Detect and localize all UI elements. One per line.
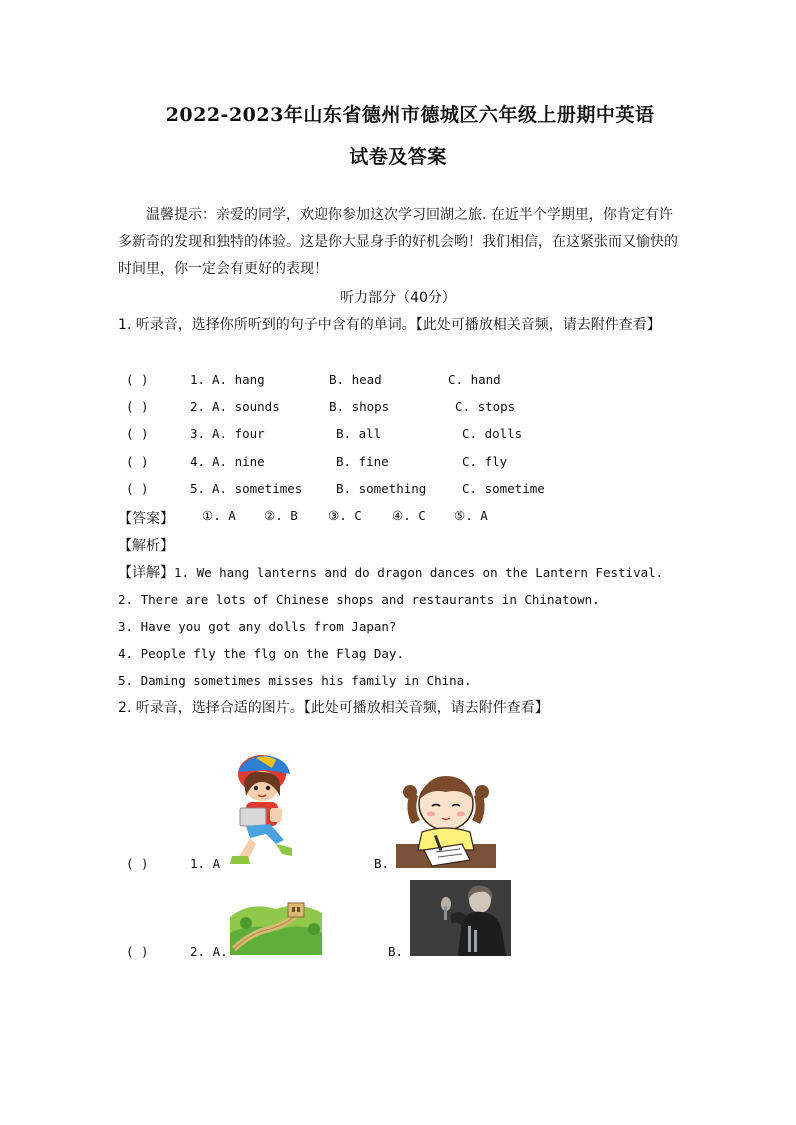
- detail-label: 【详解】: [118, 565, 174, 581]
- option-c: C. hand: [448, 372, 501, 387]
- answer-blank[interactable]: ( ): [126, 426, 149, 441]
- detail-line-5: 5. Daming sometimes misses his family in China.: [118, 673, 472, 688]
- answer-3: ③. C: [328, 508, 362, 523]
- item-number: 2.: [190, 399, 206, 414]
- option-a: A. nine: [212, 454, 265, 469]
- detail-text: 1. We hang lanterns and do dragon dances on the Lantern Festival.: [174, 565, 664, 580]
- q2-prompt: 2. 听录音，选择合适的图片。【此处可播放相关音频，请去附件查看】: [118, 700, 549, 716]
- answer-1: ①. A: [202, 508, 236, 523]
- analysis-label: 【解析】: [118, 538, 174, 554]
- section-heading: 听力部分（40分）: [340, 290, 456, 306]
- q2-2-blank[interactable]: ( ): [126, 944, 149, 959]
- answer-4: ④. C: [392, 508, 426, 523]
- option-b: B. something: [336, 481, 427, 496]
- answer-5: ⑤. A: [454, 508, 488, 523]
- option-a: A. four: [212, 426, 265, 441]
- intro-paragraph: 温馨提示：亲爱的同学，欢迎你参加这次学习回湖之旅. 在近半个学期里，你肯定有许多新奇的发现和独特的体验。这是你大显身手的好机会哟！我们相信，在这紧张而又愉快的时间里，你一定会有更好的表现！: [118, 207, 678, 277]
- answer-line: [118, 508, 174, 528]
- q1-prompt: 1. 听录音，选择你所听到的句子中含有的单词。【此处可播放相关音频，请去附件查看】: [118, 317, 661, 333]
- item-number: 5.: [190, 481, 206, 496]
- girl-reading-tablet-image[interactable]: [226, 752, 300, 866]
- q2-2-number: 2. A.: [190, 944, 228, 959]
- answer-label: 【答案】: [118, 511, 174, 527]
- item-number: 4.: [190, 454, 206, 469]
- option-c: C. dolls: [462, 426, 523, 441]
- item-number: 3.: [190, 426, 206, 441]
- answer-blank[interactable]: ( ): [126, 372, 149, 387]
- option-c: C. sometime: [462, 481, 545, 496]
- q2-1-number: 1. A: [190, 856, 221, 871]
- option-b: B. fine: [336, 454, 389, 469]
- q2-1-blank[interactable]: ( ): [126, 856, 149, 871]
- option-a: A. sounds: [212, 399, 280, 414]
- q2-1-option-b: B.: [374, 856, 390, 871]
- answer-blank[interactable]: ( ): [126, 454, 149, 469]
- option-b: B. head: [329, 372, 382, 387]
- option-a: A. hang: [212, 372, 265, 387]
- girl-writing-image[interactable]: [396, 770, 496, 868]
- item-number: 1.: [190, 372, 206, 387]
- doc-title-line1: 2022-2023年山东省德州市德城区六年级上册期中英语: [165, 104, 655, 126]
- answer-2: ②. B: [264, 508, 298, 523]
- doc-title-line2: 试卷及答案: [349, 146, 447, 168]
- great-wall-image[interactable]: [230, 893, 322, 955]
- scientist-photo-image[interactable]: [410, 880, 511, 956]
- detail-line-4: 4. People fly the flg on the Flag Day.: [118, 646, 404, 661]
- detail-line-1: [118, 562, 663, 582]
- answer-blank[interactable]: ( ): [126, 481, 149, 496]
- option-b: B. all: [336, 426, 382, 441]
- option-b: B. shops: [329, 399, 390, 414]
- option-a: A. sometimes: [212, 481, 303, 496]
- detail-line-3: 3. Have you got any dolls from Japan?: [118, 619, 397, 634]
- option-c: C. stops: [455, 399, 516, 414]
- option-c: C. fly: [462, 454, 508, 469]
- answer-blank[interactable]: ( ): [126, 399, 149, 414]
- detail-line-2: 2. There are lots of Chinese shops and restaurants in Chinatown.: [118, 592, 600, 607]
- q2-2-option-b: B.: [388, 944, 404, 959]
